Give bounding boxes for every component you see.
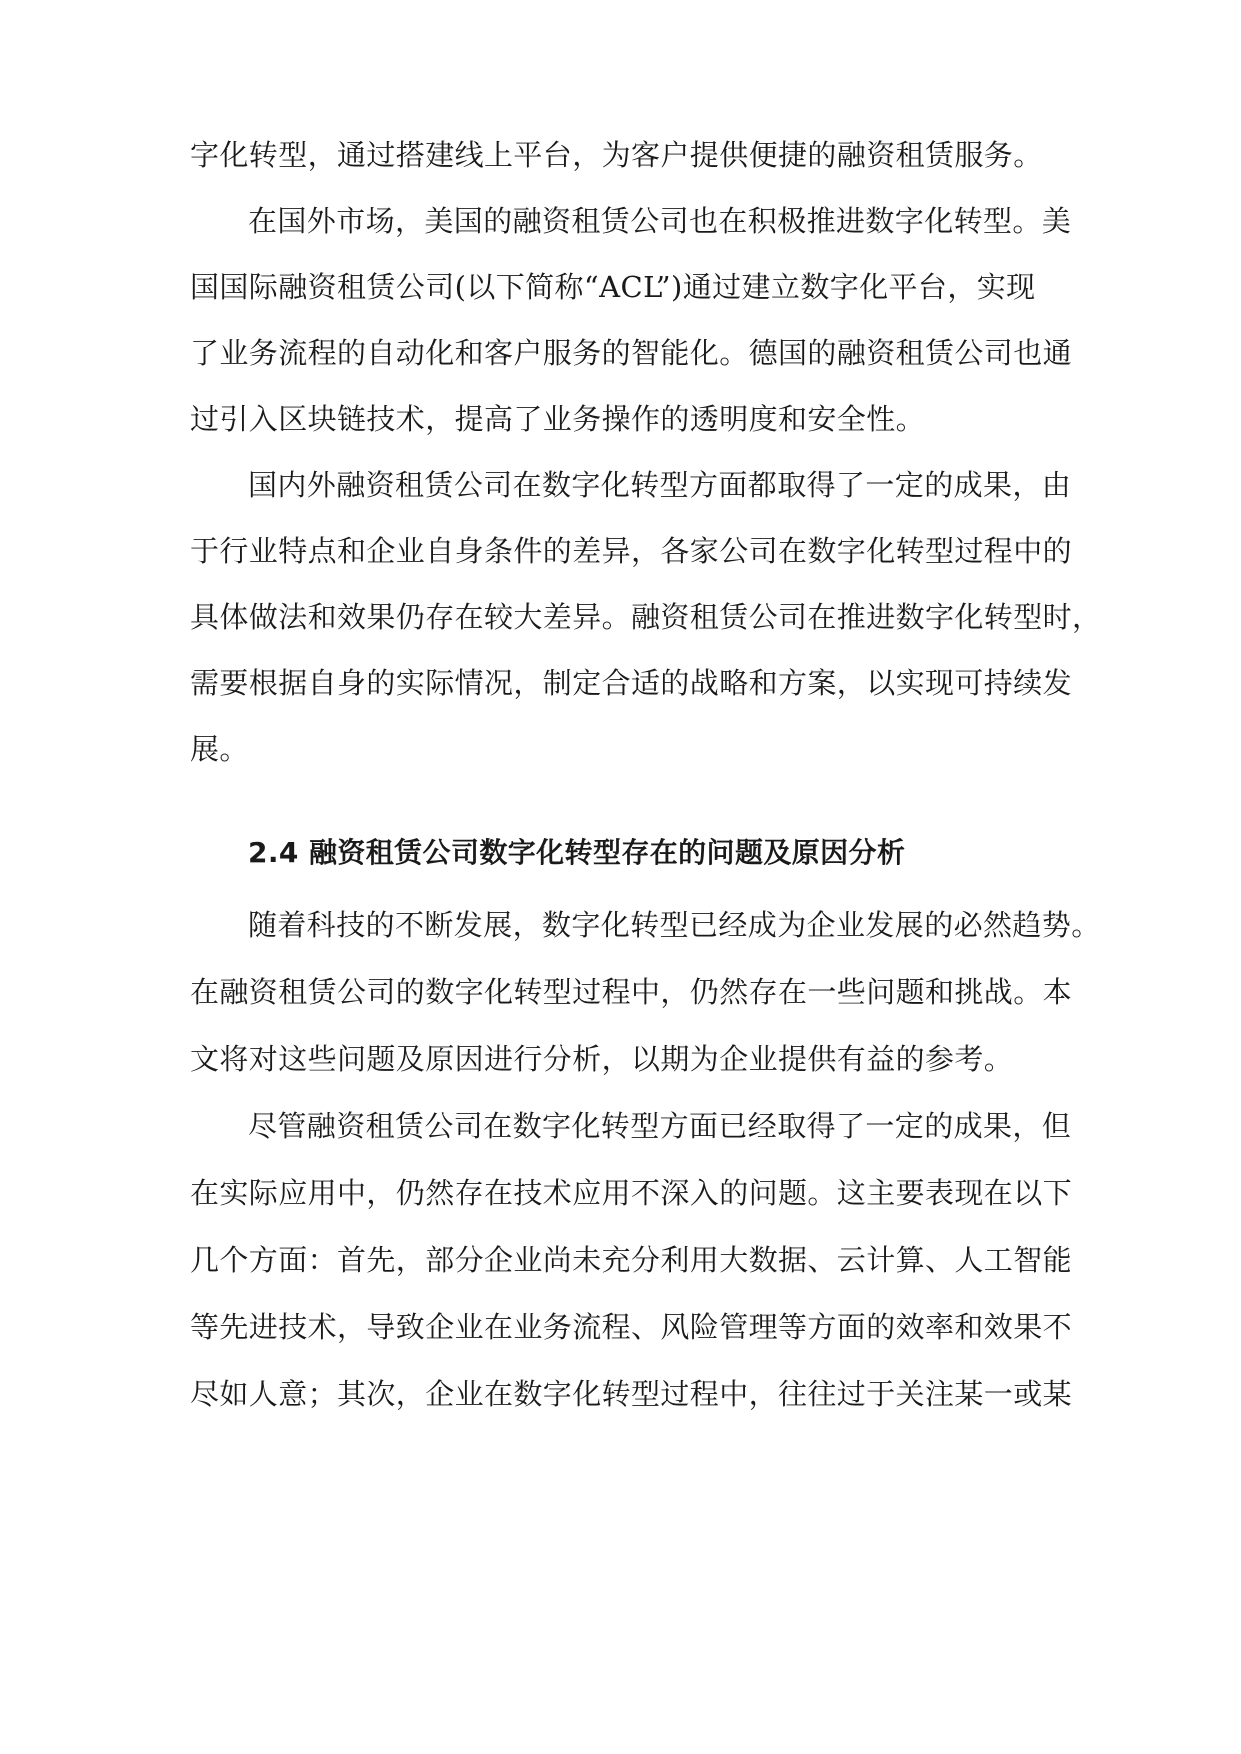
paragraph-5-line-3: 几个方面：首先，部分企业尚未充分利用大数据、云计算、人工智能 — [190, 1243, 1073, 1277]
paragraph-3-line-2: 于行业特点和企业自身条件的差异，各家公司在数字化转型过程中的 — [190, 534, 1073, 568]
paragraph-3-line-4: 需要根据自身的实际情况，制定合适的战略和方案，以实现可持续发 — [190, 666, 1073, 700]
paragraph-5-line-2: 在实际应用中，仍然存在技术应用不深入的问题。这主要表现在以下 — [190, 1176, 1073, 1210]
paragraph-4-line-1: 随着科技的不断发展，数字化转型已经成为企业发展的必然趋势。 — [248, 908, 1101, 942]
paragraph-4-line-2: 在融资租赁公司的数字化转型过程中，仍然存在一些问题和挑战。本 — [190, 975, 1073, 1009]
paragraph-2-line-4: 过引入区块链技术，提高了业务操作的透明度和安全性。 — [190, 402, 926, 436]
section-heading: 2.4 融资租赁公司数字化转型存在的问题及原因分析 — [248, 836, 906, 869]
paragraph-5-line-5: 尽如人意；其次，企业在数字化转型过程中，往往过于关注某一或某 — [190, 1377, 1073, 1411]
paragraph-4-line-3: 文将对这些问题及原因进行分析，以期为企业提供有益的参考。 — [190, 1042, 1014, 1076]
paragraph-1-line-1: 字化转型，通过搭建线上平台，为客户提供便捷的融资租赁服务。 — [190, 138, 1043, 172]
paragraph-3-line-3: 具体做法和效果仍存在较大差异。融资租赁公司在推进数字化转型时， — [190, 600, 1102, 634]
paragraph-3-line-1: 国内外融资租赁公司在数字化转型方面都取得了一定的成果，由 — [248, 468, 1072, 502]
paragraph-5-line-1: 尽管融资租赁公司在数字化转型方面已经取得了一定的成果，但 — [248, 1109, 1072, 1143]
paragraph-2-line-1: 在国外市场，美国的融资租赁公司也在积极推进数字化转型。美 — [248, 204, 1072, 238]
paragraph-2-line-3: 了业务流程的自动化和客户服务的智能化。德国的融资租赁公司也通 — [190, 336, 1073, 370]
paragraph-3-line-5: 展。 — [190, 732, 249, 766]
paragraph-2-line-2: 国国际融资租赁公司(以下简称“ACL”)通过建立数字化平台，实现 — [190, 270, 1036, 304]
paragraph-5-line-4: 等先进技术，导致企业在业务流程、风险管理等方面的效率和效果不 — [190, 1310, 1073, 1344]
